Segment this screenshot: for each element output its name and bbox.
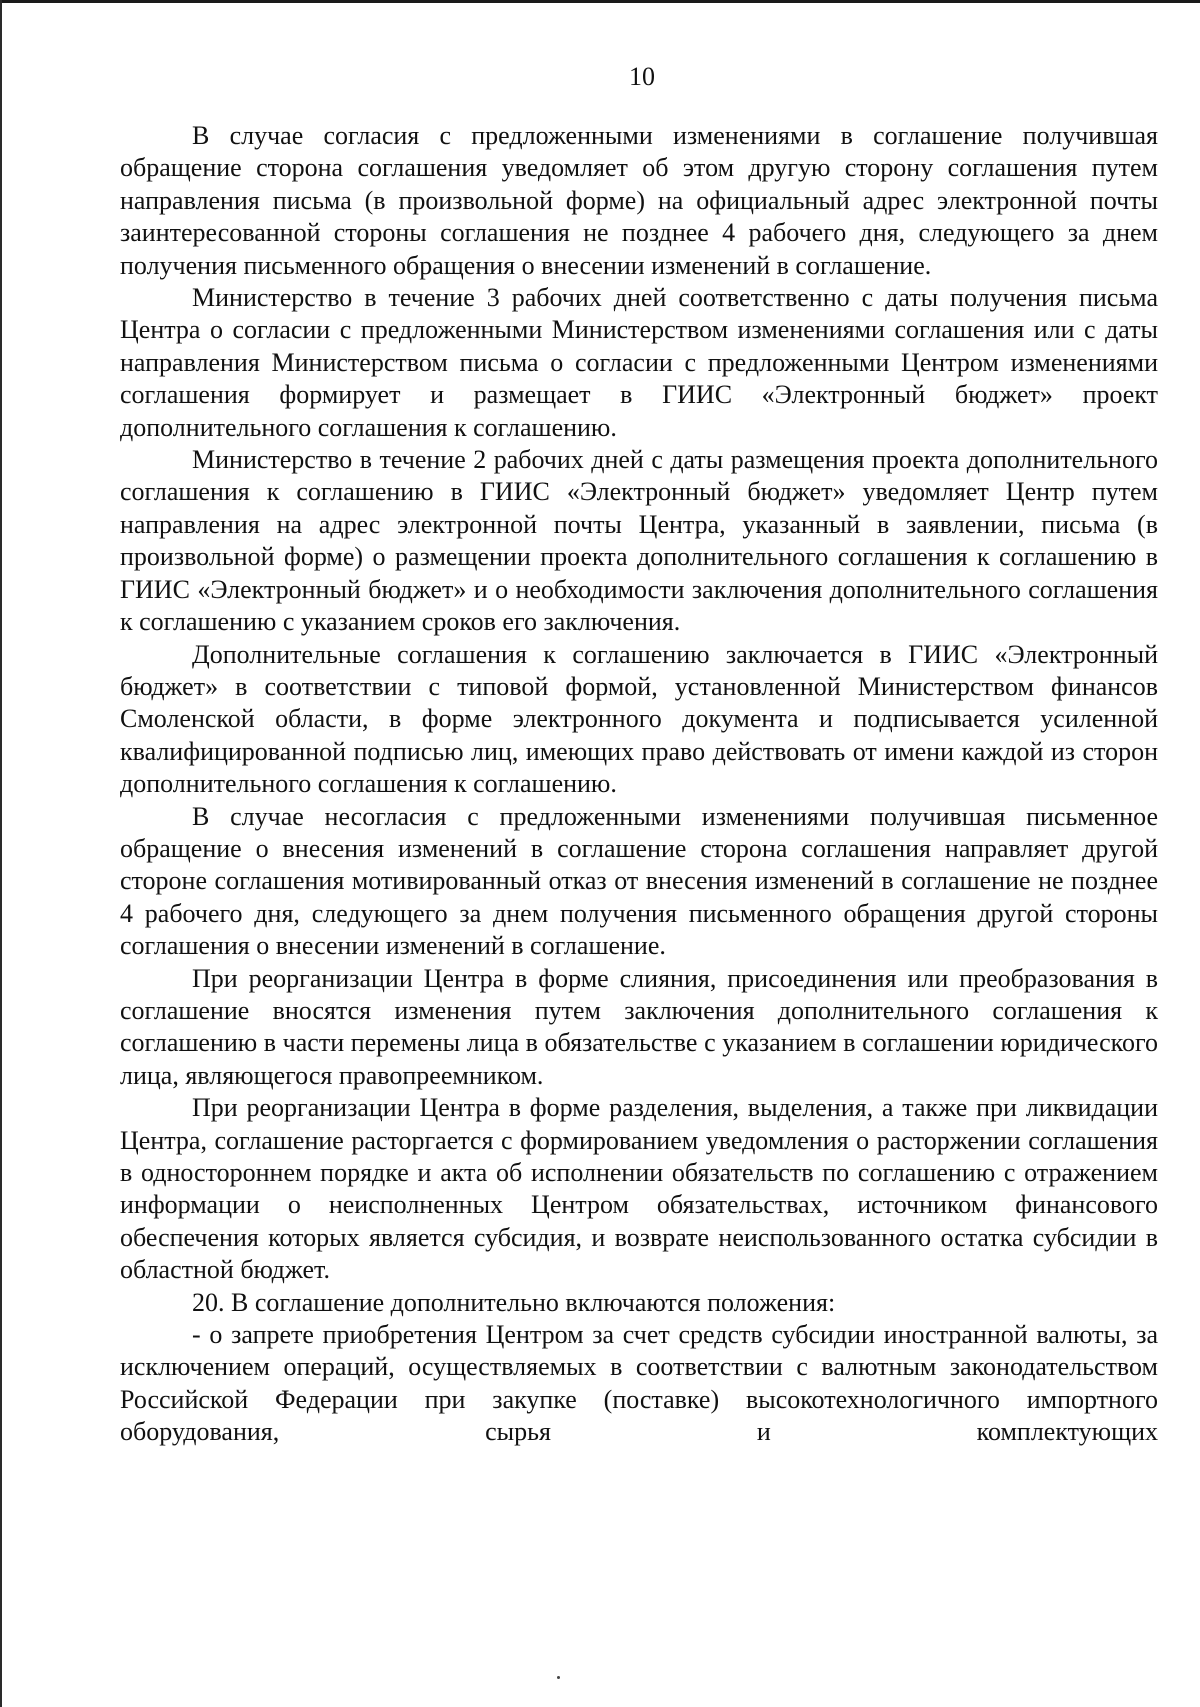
paragraph-clause-20: 20. В соглашение дополнительно включаются положения: bbox=[192, 1287, 836, 1317]
paragraph-reorganization-division: При реорганизации Центра в форме разделения, выделения, а также при ликвидации Центра, соглашение расторгается с формированием уведомления о расторжении соглашения в одностороннем порядке и акта об исполнении обязательств по соглашению с отражением информации о неисполненных Центром обязательствах, источником финансового обеспечения которых является субсидия, и возврате неиспользованного остатка субсидии в областной бюджет. bbox=[120, 1093, 1158, 1285]
paragraph-reorganization-merger: При реорганизации Центра в форме слияния, присоединения или преобразования в соглашение вносятся изменения путем заключения дополнительного соглашения к соглашению в части перемены лица в обязательстве с указанием в соглашении юридического лица, являющегося правопреемником. bbox=[120, 963, 1158, 1090]
scan-border-left bbox=[0, 0, 2, 1707]
paragraph-currency-prohibition: - о запрете приобретения Центром за счет средств субсидии иностранной валюты, за исключением операций, осуществляемых в соответствии с валютным законодательством Российской Федерации при закупке (поставке) высокотехнологичного импортного оборудования, сырья и комплектующих bbox=[120, 1320, 1158, 1447]
paragraph-ministry-notifies-center: Министерство в течение 2 рабочих дней с даты размещения проекта дополнительного соглашения к соглашению в ГИИС «Электронный бюджет» уведомляет Центр путем направления на адрес электронной почты Центра, указанный в заявлении, письма (в произвольной форме) о размещении проекта дополнительного соглашения к соглашению в ГИИС «Электронный бюджет» и о необходимости заключения дополнительного соглашения к соглашению с указанием сроков его заключения. bbox=[120, 445, 1158, 637]
paragraph-consent-notification: В случае согласия с предложенными изменениями в соглашение получившая обращение сторона соглашения уведомляет об этом другую сторону соглашения путем направления письма (в произвольной форме) на официальный адрес электронной почты заинтересованной стороны соглашения не позднее 4 рабочего дня, следующего за днем получения письменного обращения о внесении изменений в соглашение. bbox=[120, 121, 1158, 280]
page-number: 10 bbox=[629, 62, 655, 91]
paragraph-ministry-project-placement: Министерство в течение 3 рабочих дней соответственно с даты получения письма Центра о согласии с предложенными Министерством изменениями соглашения или с даты направления Министерством письма о согласии с предложенными Центром изменениями соглашения формирует и размещает в ГИИС «Электронный бюджет» проект дополнительного соглашения к соглашению. bbox=[120, 283, 1158, 442]
document-body bbox=[120, 120, 1158, 1449]
scan-speck bbox=[557, 1676, 560, 1679]
scan-border-top bbox=[0, 0, 1200, 3]
paragraph-additional-agreements: Дополнительные соглашения к соглашению заключается в ГИИС «Электронный бюджет» в соответствии с типовой формой, установленной Министерством финансов Смоленской области, в форме электронного документа и подписывается усиленной квалифицированной подписью лиц, имеющих право действовать от имени каждой из сторон дополнительного соглашения к соглашению. bbox=[120, 639, 1158, 799]
paragraph-disagreement-refusal: В случае несогласия с предложенными изменениями получившая письменное обращение о внесения изменений в соглашение сторона соглашения направляет другой стороне соглашения мотивированный отказ от внесения изменений в соглашение не позднее 4 рабочего дня, следующего за днем получения письменного обращения другой стороны соглашения о внесении изменений в соглашение. bbox=[120, 801, 1158, 961]
